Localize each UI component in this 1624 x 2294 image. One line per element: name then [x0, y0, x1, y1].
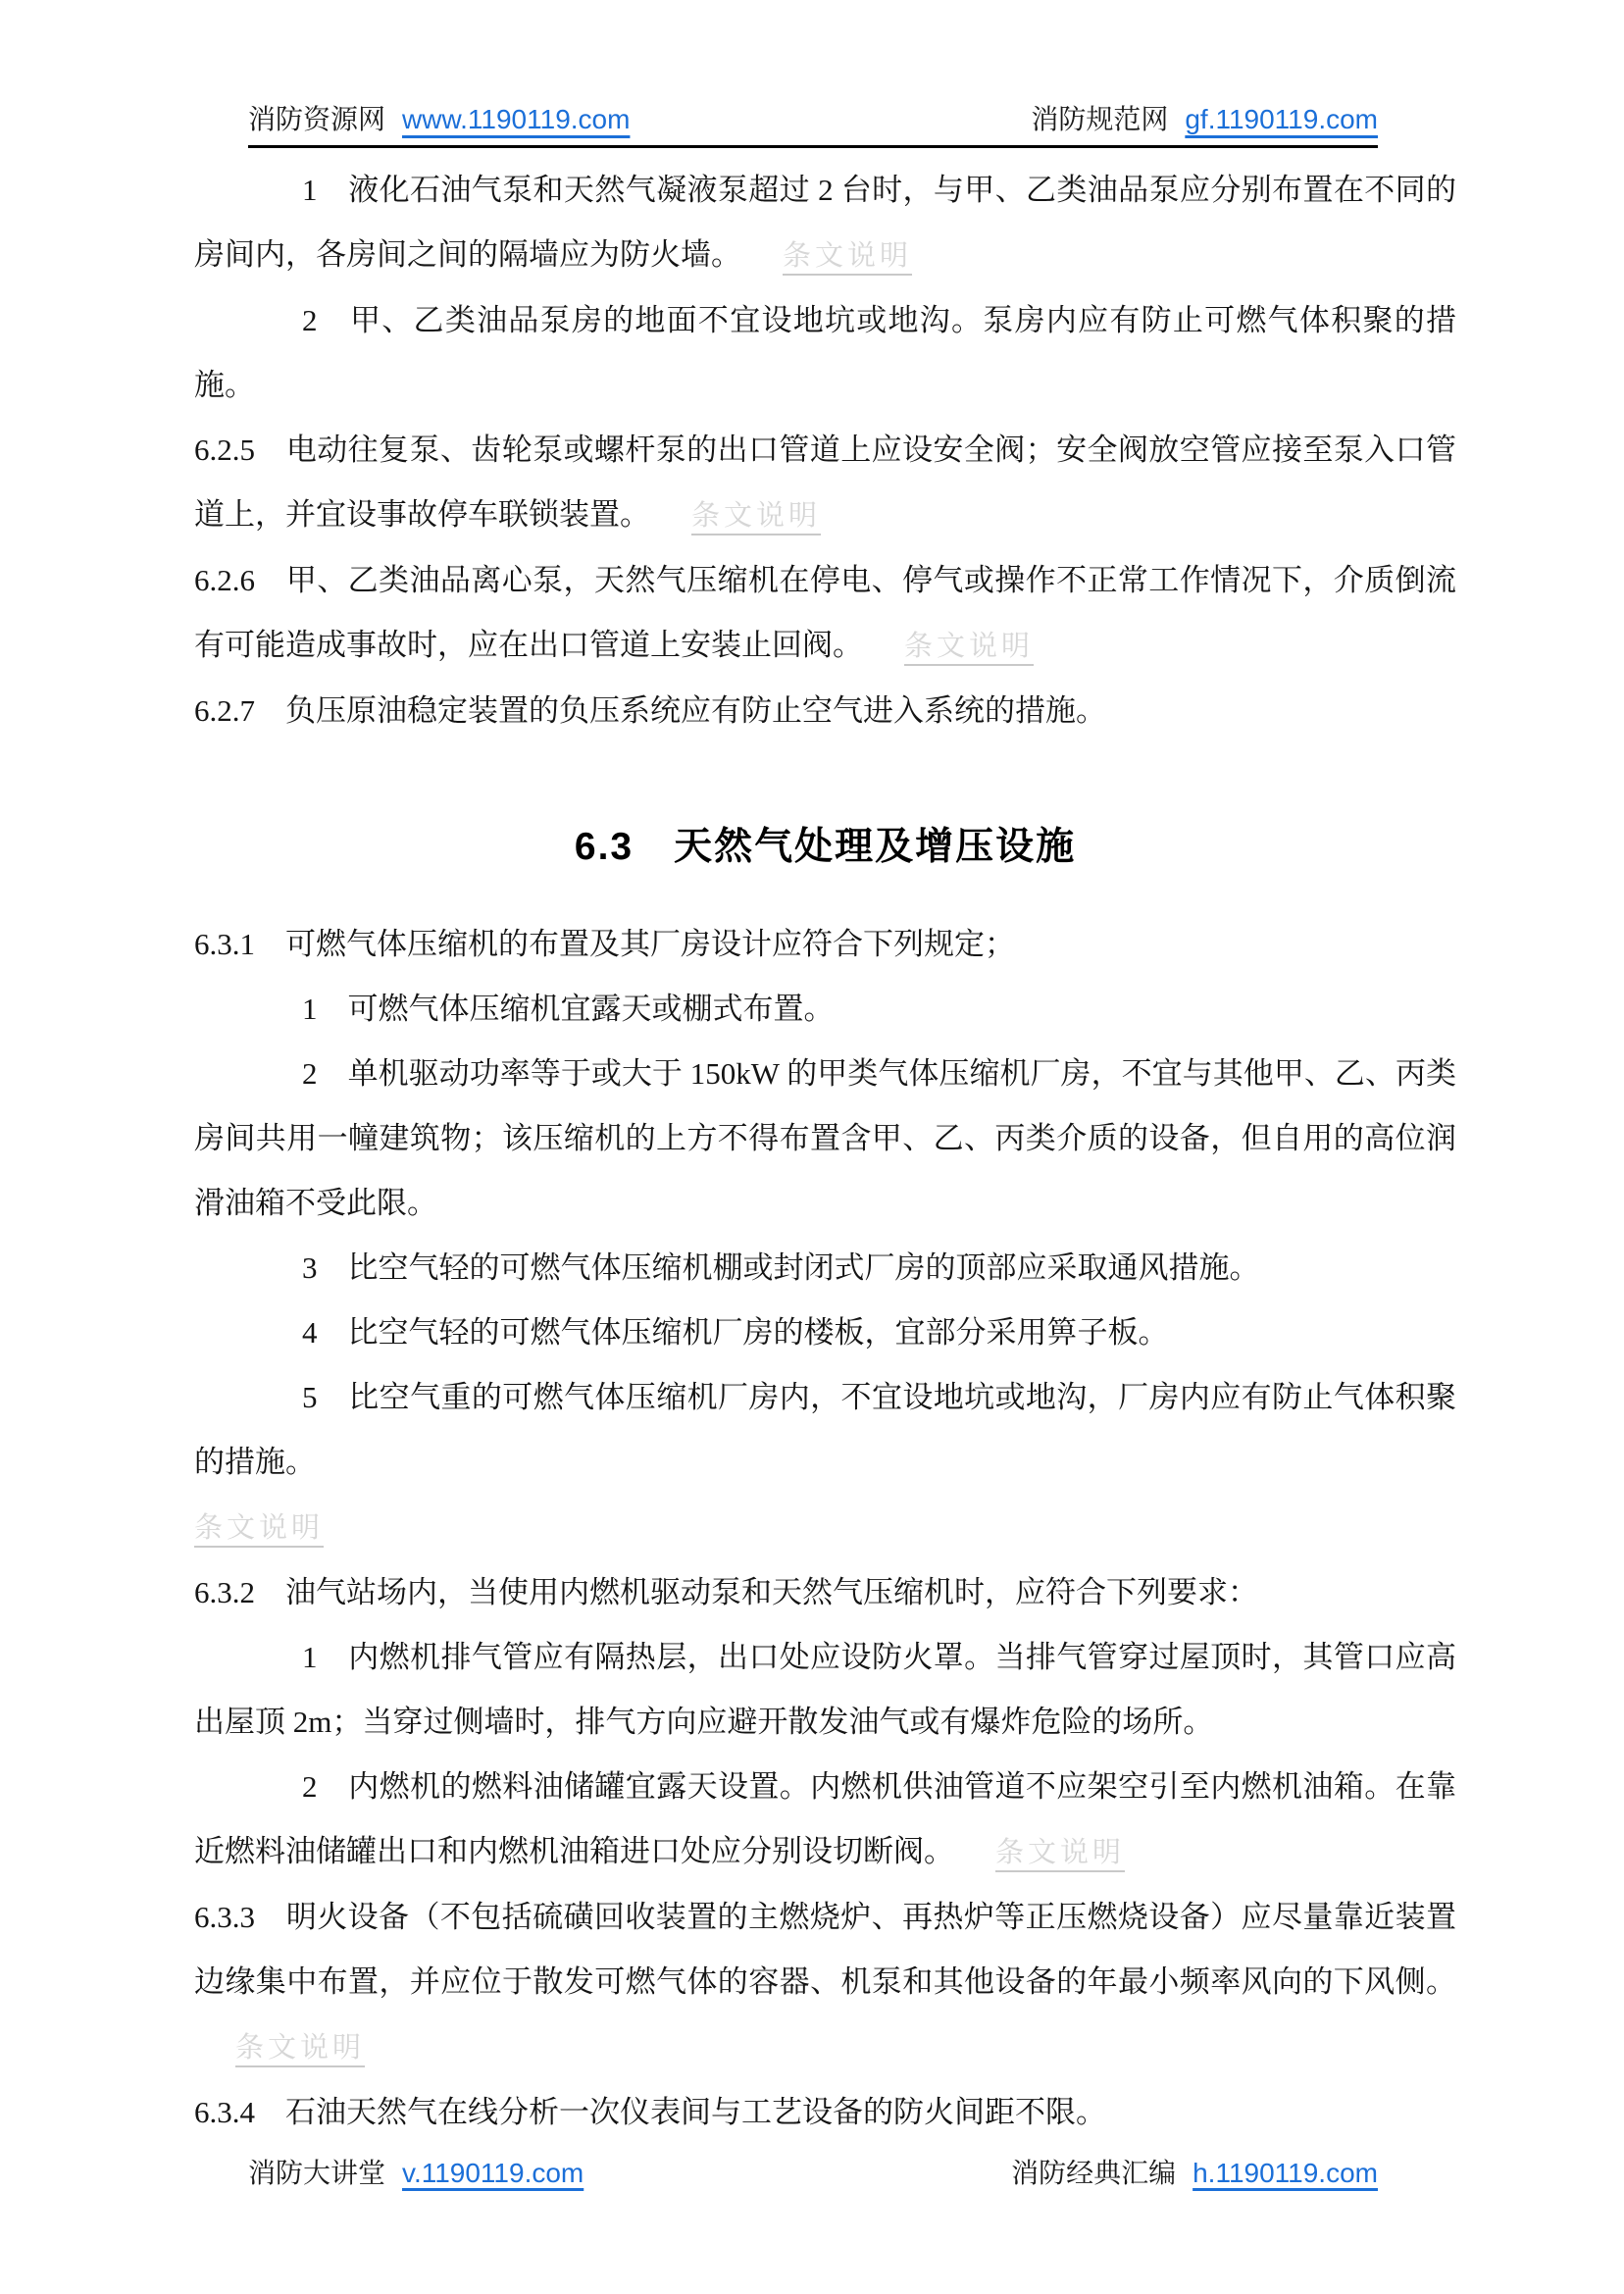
paragraph-text: 2 甲、乙类油品泵房的地面不宜设地坑或地沟。泵房内应有防止可燃气体积聚的措施。: [194, 303, 1456, 402]
page-header: [248, 100, 1378, 148]
header-right-link[interactable]: gf.1190119.com: [1185, 104, 1378, 134]
paragraph-text: 4 比空气轻的可燃气体压缩机厂房的楼板，宜部分采用箅子板。: [302, 1315, 1169, 1350]
paragraph-text: 6.2.7 负压原油稳定装置的负压系统应有防止空气进入系统的措施。: [194, 693, 1106, 728]
paragraph-text: 2 单机驱动功率等于或大于 150kW 的甲类气体压缩机厂房，不宜与其他甲、乙、丙类房间共用一幢建筑物；该压缩机的上方不得布置含甲、乙、丙类介质的设备，但自用的高位润滑油箱不受此限。: [194, 1056, 1456, 1220]
paragraph-text: 1 液化石油气泵和天然气凝液泵超过 2 台时，与甲、乙类油品泵应分别布置在不同的房间内，各房间之间的隔墙应为防火墙。: [194, 173, 1456, 272]
paragraph-text: 6.2.6 甲、乙类油品离心泵，天然气压缩机在停电、停气或操作不正常工作情况下，介质倒流有可能造成事故时，应在出口管道上安装止回阀。: [194, 563, 1456, 662]
note-paragraph: [194, 1495, 1456, 1560]
note-link[interactable]: 条文说明: [904, 631, 1035, 662]
clause-paragraph: [194, 2080, 1456, 2145]
footer-right: [1011, 2154, 1378, 2194]
item-paragraph: [194, 1300, 1456, 1365]
header-left-link[interactable]: www.1190119.com: [402, 104, 631, 134]
header-left-label: 消防资源网: [248, 105, 386, 135]
paragraph-text: 6.3.2 油气站场内，当使用内燃机驱动泵和天然气压缩机时，应符合下列要求：: [194, 1575, 1258, 1609]
note-link[interactable]: 条文说明: [995, 1837, 1126, 1868]
clause-paragraph: [194, 1885, 1456, 2080]
paragraph-text: 6.3.1 可燃气体压缩机的布置及其厂房设计应符合下列规定；: [194, 927, 1015, 961]
note-link[interactable]: 条文说明: [691, 500, 822, 532]
paragraph-text: 1 内燃机排气管应有隔热层，出口处应设防火罩。当排气管穿过屋顶时，其管口应高出屋顶 2m；当穿过侧墙时，排气方向应避开散发油气或有爆炸危险的场所。: [194, 1640, 1456, 1739]
header-right-label: 消防规范网: [1031, 105, 1169, 135]
clause-paragraph: [194, 548, 1456, 679]
footer-left: [248, 2154, 584, 2194]
footer-left-label: 消防大讲堂: [248, 2159, 386, 2189]
item-paragraph: [194, 977, 1456, 1042]
section-heading: 6.3 天然气处理及增压设施: [574, 826, 1077, 868]
footer-left-link[interactable]: v.1190119.com: [402, 2158, 584, 2188]
paragraph-text: 3 比空气轻的可燃气体压缩机棚或封闭式厂房的顶部应采取通风措施。: [302, 1250, 1260, 1285]
paragraph-text: 6.3.3 明火设备（不包括硫磺回收装置的主燃烧炉、再热炉等正压燃烧设备）应尽量靠近装置边缘集中布置，并应位于散发可燃气体的容器、机泵和其他设备的年最小频率风向的下风侧。: [194, 1900, 1456, 1999]
item-paragraph: [194, 288, 1456, 418]
clause-paragraph: [194, 912, 1456, 977]
paragraph-text: 2 内燃机的燃料油储罐宜露天设置。内燃机供油管道不应架空引至内燃机油箱。在靠近燃料油储罐出口和内燃机油箱进口处应分别设切断阀。: [194, 1769, 1456, 1868]
note-link[interactable]: 条文说明: [783, 240, 913, 272]
item-paragraph: [194, 158, 1456, 288]
header-left: [248, 100, 630, 140]
item-paragraph: [194, 1755, 1456, 1885]
document-body: [194, 158, 1456, 2145]
item-paragraph: [194, 1625, 1456, 1755]
footer-right-label: 消防经典汇编: [1011, 2159, 1177, 2189]
clause-paragraph: [194, 1560, 1456, 1625]
clause-paragraph: [194, 418, 1456, 548]
note-link[interactable]: 条文说明: [235, 2032, 366, 2064]
paragraph-text: 6.3.4 石油天然气在线分析一次仪表间与工艺设备的防火间距不限。: [194, 2095, 1106, 2129]
note-link[interactable]: 条文说明: [194, 1512, 325, 1544]
clause-paragraph: [194, 679, 1456, 743]
footer-right-link[interactable]: h.1190119.com: [1193, 2158, 1378, 2188]
item-paragraph: [194, 1236, 1456, 1300]
header-right: [1031, 100, 1378, 140]
paragraph-text: 6.2.5 电动往复泵、齿轮泵或螺杆泵的出口管道上应设安全阀；安全阀放空管应接至泵入口管道上，并宜设事故停车联锁装置。: [194, 433, 1456, 532]
paragraph-text: 5 比空气重的可燃气体压缩机厂房内，不宜设地坑或地沟，厂房内应有防止气体积聚的措施。: [194, 1380, 1456, 1479]
item-paragraph: [194, 1042, 1456, 1236]
page-footer: [248, 2154, 1378, 2194]
paragraph-text: 1 可燃气体压缩机宜露天或棚式布置。: [302, 992, 835, 1026]
item-paragraph: [194, 1365, 1456, 1495]
